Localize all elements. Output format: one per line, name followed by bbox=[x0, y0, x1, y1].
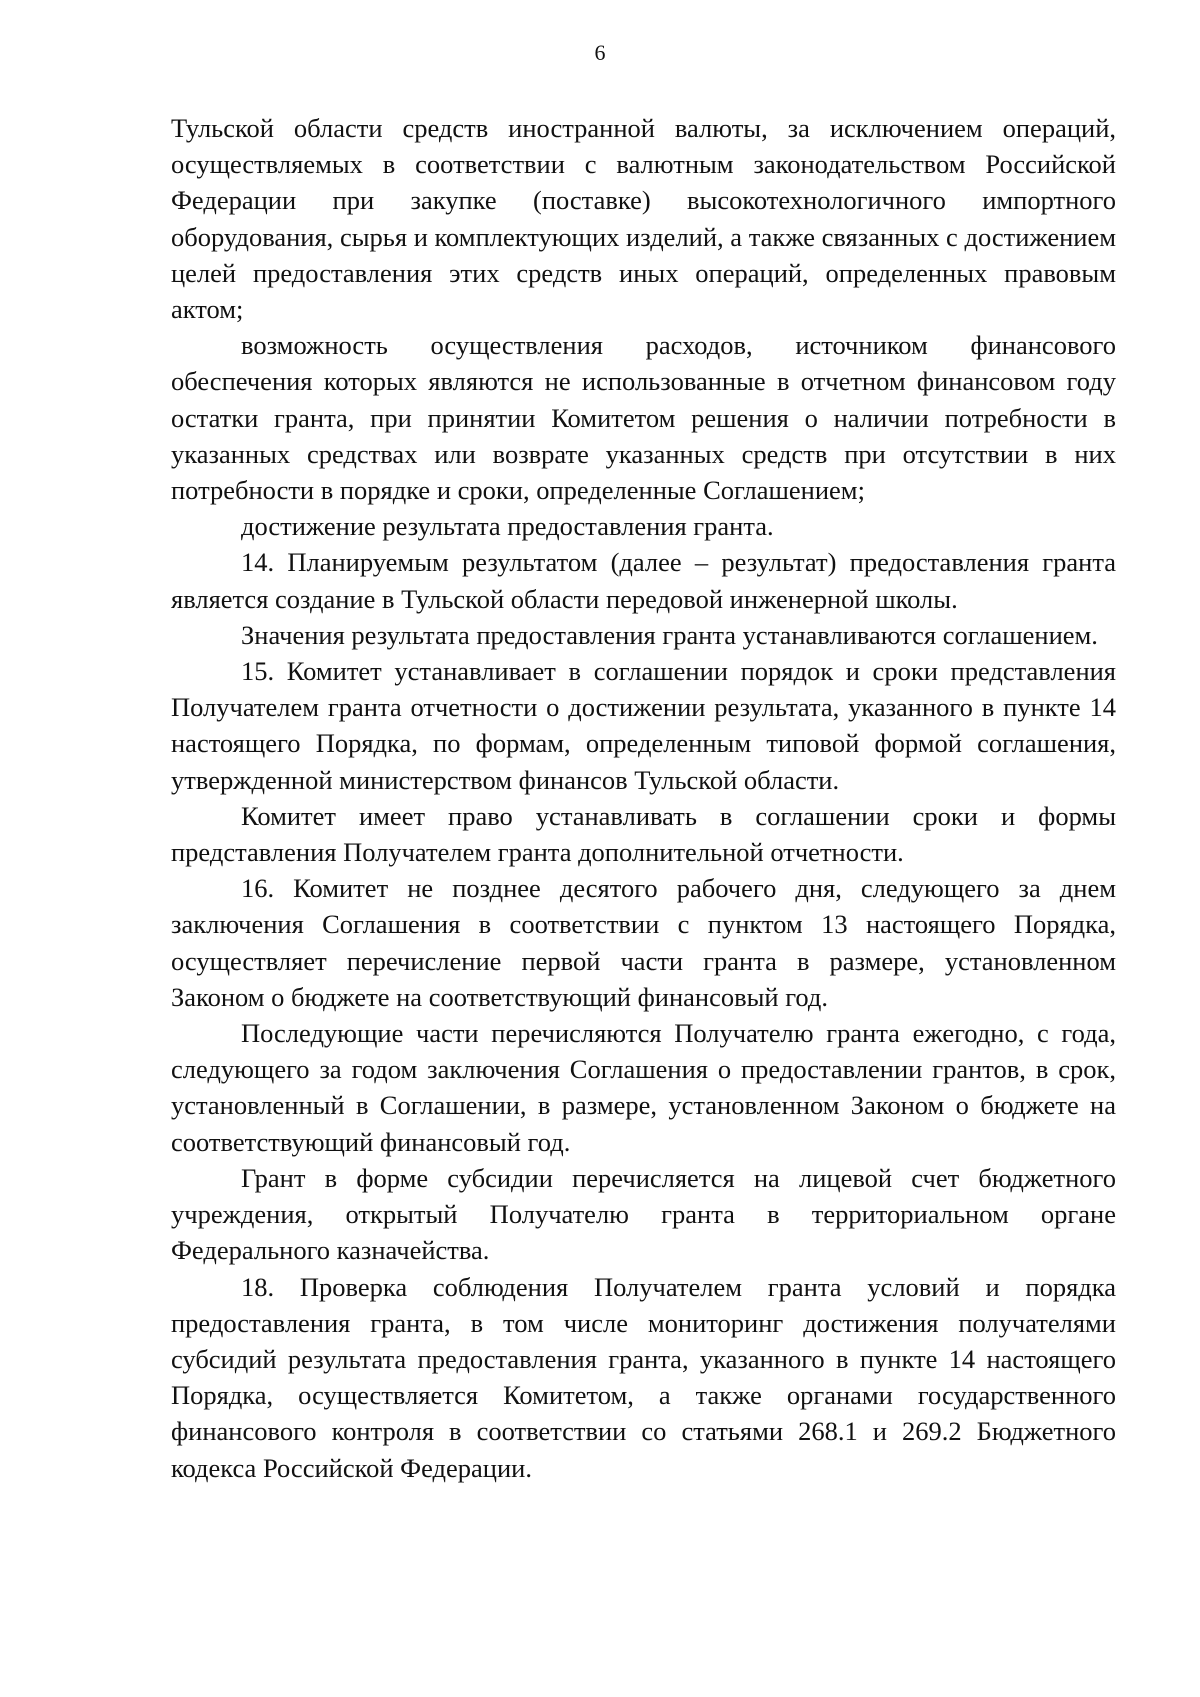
paragraph-item-15: 15. Комитет устанавливает в соглашении порядок и сроки представления Получателем гранта отчетности о достижении результата, указанного в пункте 14 настоящего Порядка, по формам, определенным типовой формой соглашения, утвержденной министерством финансов Тульской области. bbox=[171, 656, 1116, 795]
paragraph: Значения результата предоставления гранта устанавливаются соглашением. bbox=[241, 619, 1098, 650]
paragraph-item-14: 14. Планируемым результатом (далее – результат) предоставления гранта является создание в Тульской области передовой инженерной школы. bbox=[171, 547, 1116, 614]
paragraph: достижение результата предоставления гранта. bbox=[241, 511, 774, 542]
document-body bbox=[171, 110, 1116, 1486]
paragraph-item-16: 16. Комитет не позднее десятого рабочего дня, следующего за днем заключения Соглашения в соответствии с пунктом 13 настоящего Порядка, осуществляет перечисление первой части гранта в размере, установленном Законом о бюджете на соответствующий финансовый год. bbox=[171, 873, 1116, 1012]
paragraph: Комитет имеет право устанавливать в соглашении сроки и формы представления Получателем гранта дополнительной отчетности. bbox=[171, 800, 1116, 868]
paragraph: Последующие части перечисляются Получателю гранта ежегодно, с года, следующего за годом заключения Соглашения о предоставлении грантов, в срок, установленный в Соглашении, в размере, установленном Законом о бюджете на соответствующий финансовый год. bbox=[171, 1018, 1116, 1157]
page-number: 6 bbox=[594, 40, 606, 65]
paragraph: Грант в форме субсидии перечисляется на лицевой счет бюджетного учреждения, открытый Получателю гранта в территориальном органе Федерального казначейства. bbox=[171, 1162, 1116, 1266]
paragraph-continuation: Тульской области средств иностранной валюты, за исключением операций, осуществляемых в соответствии с валютным законодательством Российской Федерации при закупке (поставке) высокотехнологичного импортного оборудования, сырья и комплектующих изделий, а также связанных с достижением целей предоставления этих средств иных операций, определенных правовым актом; bbox=[171, 113, 1116, 325]
paragraph: возможность осуществления расходов, источником финансового обеспечения которых являются не использованные в отчетном финансовом году остатки гранта, при принятии Комитетом решения о наличии потребности в указанных средствах или возврате указанных средств при отсутствии в них потребности в порядке и сроки, определенные Соглашением; bbox=[171, 330, 1116, 506]
paragraph-item-18: 18. Проверка соблюдения Получателем гранта условий и порядка предоставления гранта, в том числе мониторинг достижения получателями субсидий результата предоставления гранта, указанного в пункте 14 настоящего Порядка, осуществляется Комитетом, а также органами государственного финансового контроля в соответствии со статьями 268.1 и 269.2 Бюджетного кодекса Российской Федерации. bbox=[171, 1271, 1116, 1483]
